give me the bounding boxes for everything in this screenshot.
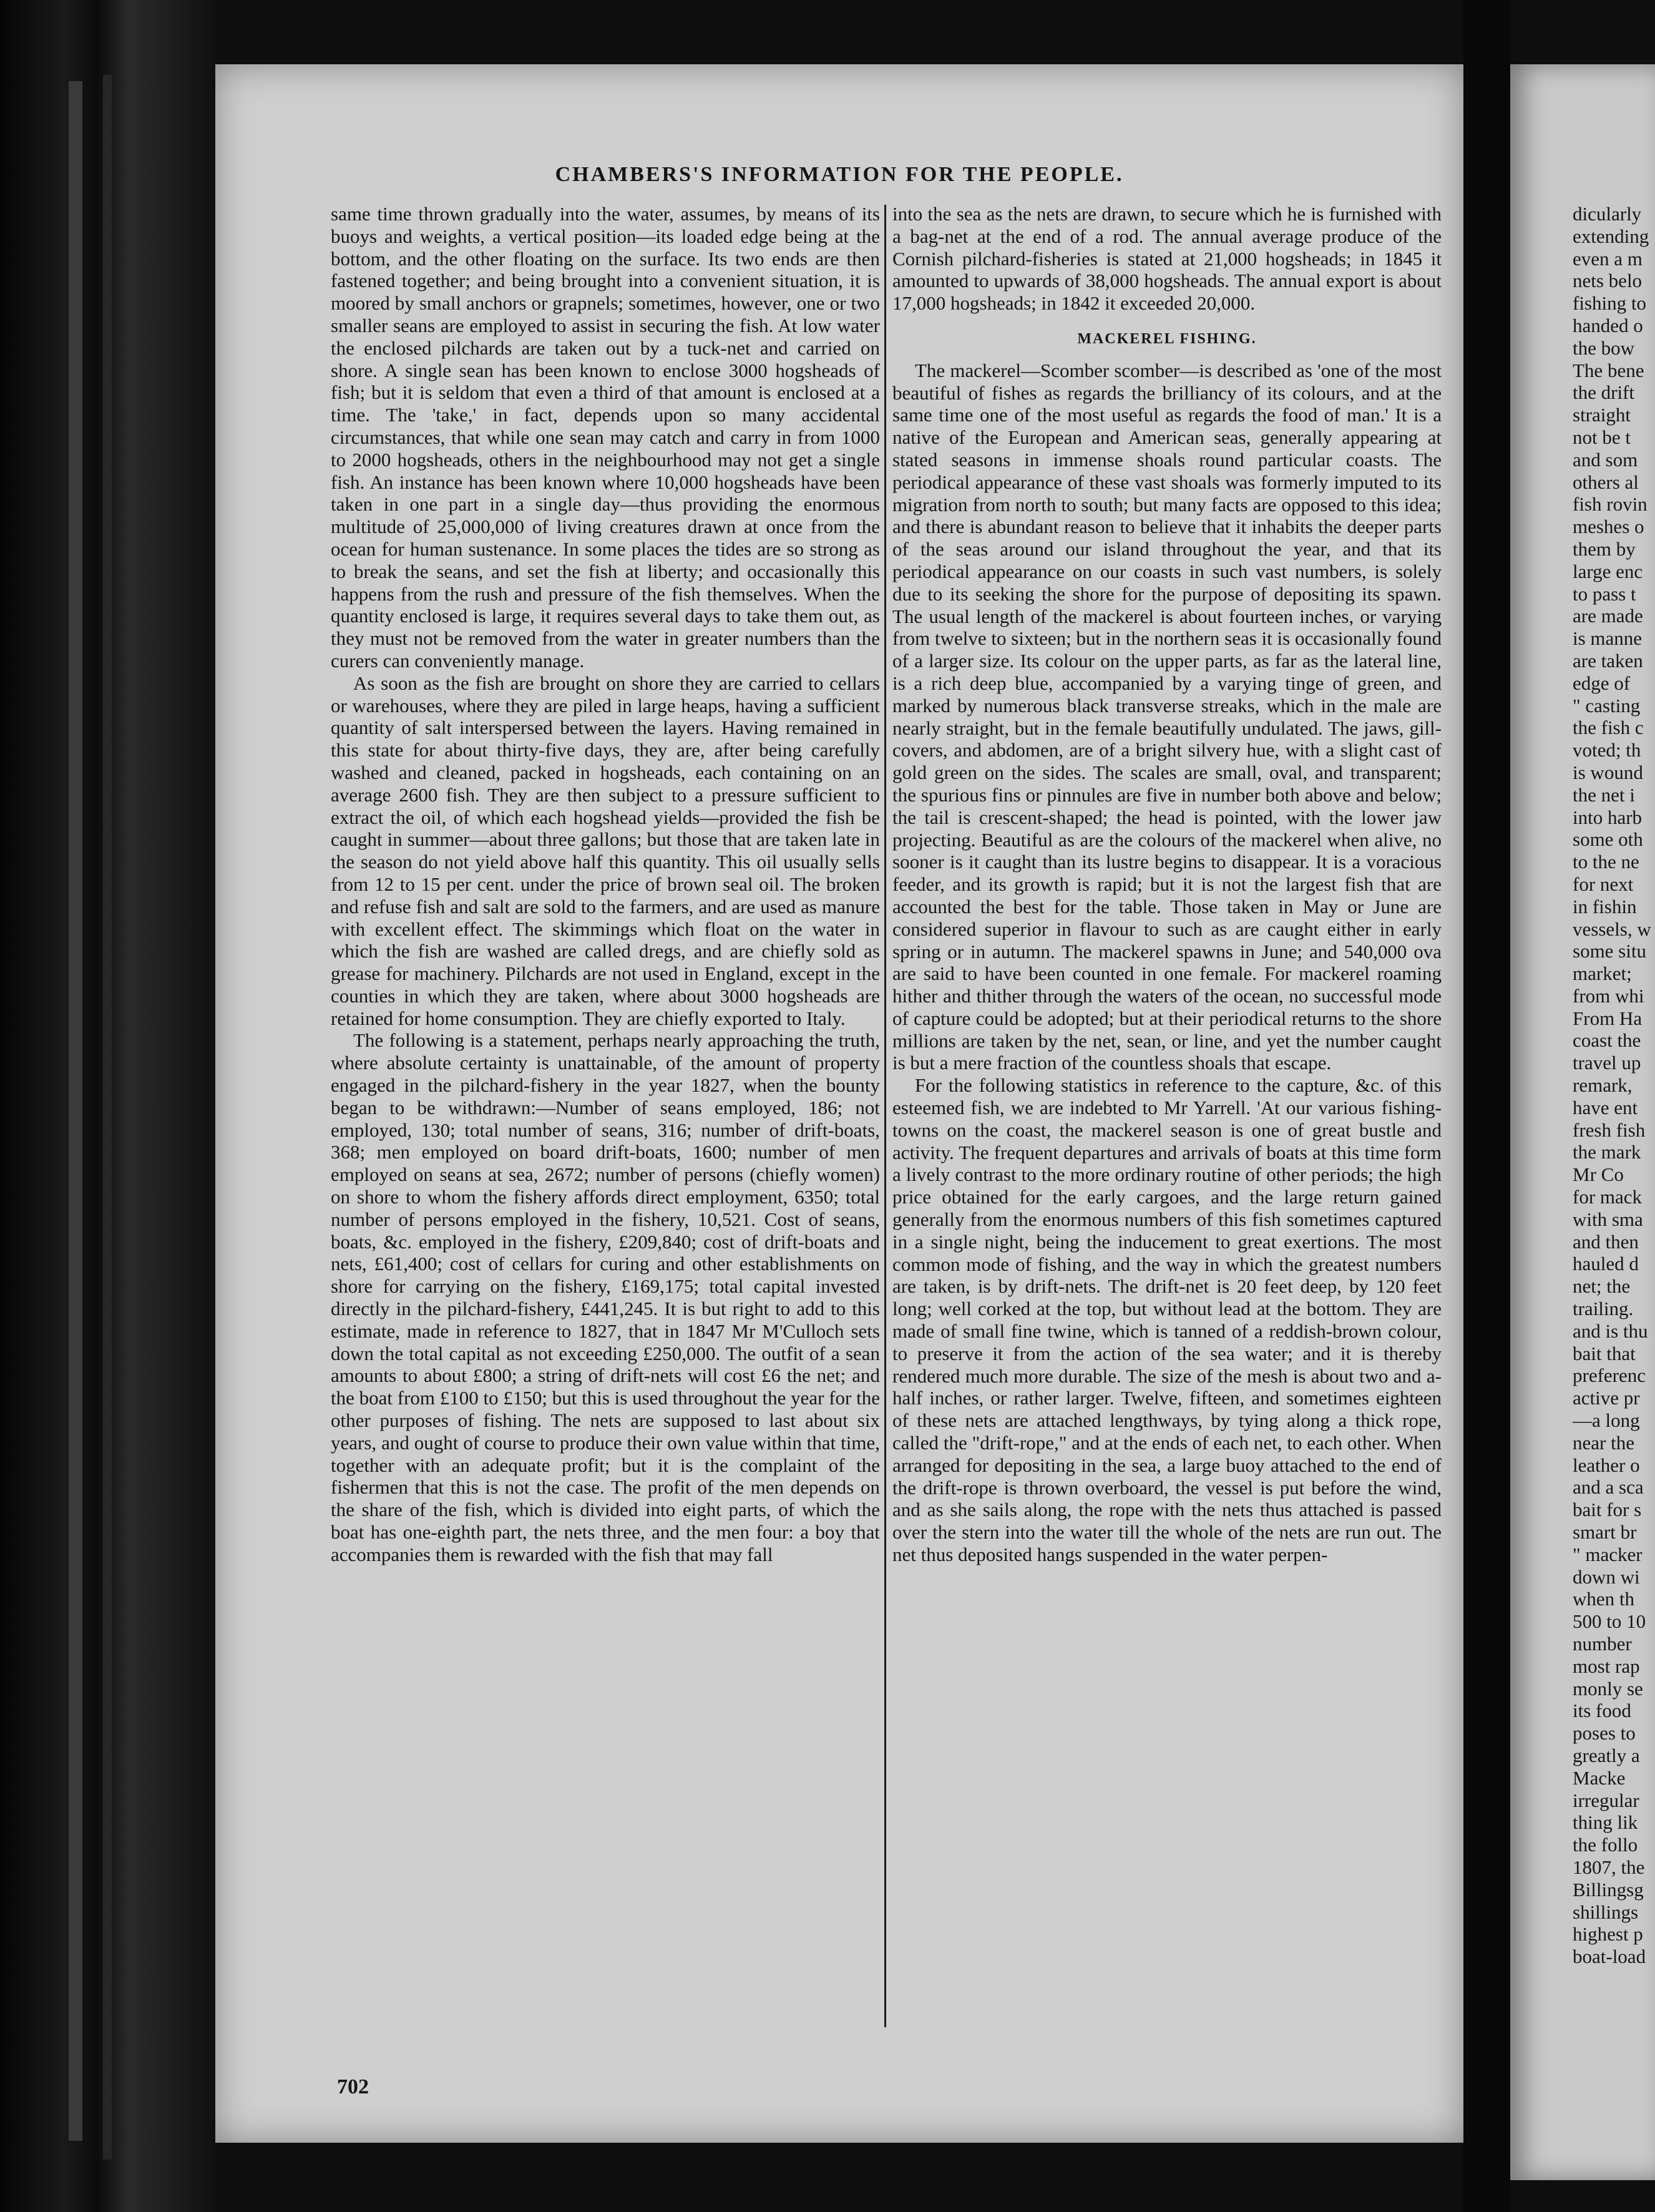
adjacent-page-line: market; [1573,962,1632,985]
adjacent-page-line: net; the [1573,1275,1631,1298]
adjacent-page-line: " macker [1573,1543,1643,1565]
adjacent-page-line: poses to [1573,1722,1636,1745]
section-heading: MACKEREL FISHING. [1077,330,1257,347]
adjacent-page-line: from whi [1573,984,1644,1007]
adjacent-page-line: for mack [1573,1186,1643,1208]
adjacent-page-line: voted; th [1573,739,1641,761]
adjacent-page-line: the drift [1573,381,1634,404]
right-column [892,203,1442,2063]
adjacent-page-line: The bene [1573,359,1644,381]
adjacent-page-line: highest p [1573,1923,1643,1945]
adjacent-page-line: edge of [1573,672,1631,694]
adjacent-page-line: them by [1573,537,1636,560]
adjacent-page-line: Billingsg [1573,1878,1644,1901]
adjacent-page-line: travel up [1573,1052,1641,1074]
adjacent-page-line: dicularly [1573,203,1642,225]
adjacent-page-line: monly se [1573,1677,1643,1700]
column-rule [884,205,886,2027]
adjacent-page-line: fishing to [1573,292,1646,315]
adjacent-page-line: others al [1573,471,1639,493]
adjacent-page-line: preferenc [1573,1364,1646,1387]
adjacent-page-line: thing lik [1573,1811,1638,1834]
adjacent-page-line: are made [1573,605,1643,627]
adjacent-page-line: bait for s [1573,1499,1642,1521]
right-paragraph-2: For the following statistics in reference to the capture, &c. of this esteemed fish, we are indebted to Mr Yarrell. 'At our various fishing-towns on the coast, the mackerel season is one of great bustle and activity. The frequent departures and arrivals of boats at this time form a lively contrast to the more ordinary routine of other periods; the high price obtained for the early cargoes, and the large return gained generally from the enormous numbers of this fish sometimes captured in a single night, being the inducement to great exertions. The most common mode of fishing, and the way in which the greatest numbers are taken, is by drift-nets. The drift-net is 20 feet deep, by 120 feet long; well corked at the top, but without lead at the bottom. They are made of small fine twine, which is tanned of a reddish-brown colour, to preserve it from the action of the sea water; and it is thereby rendered much more durable. The size of the mesh is about two and a-half inches, or rather larger. Twelve, fifteen, and sometimes eighteen of these nets are attached lengthways, by tying along a thick rope, called the "drift-rope," and at the ends of each net, to each other. When arranged for depositing in the sea, a large buoy attached to the end of the drift-rope is thrown overboard, the vessel is put before the wind, and as she sails along, the rope with the nets thus attached is passed over the stern into the water till the whole of the nets are run out. The net thus deposited hangs suspended in the water perpen- [892,1074,1442,1566]
adjacent-page-line: some situ [1573,940,1646,962]
adjacent-page-line: hauled d [1573,1253,1639,1275]
adjacent-page-text [1573,203,1655,1968]
adjacent-page-line: to pass t [1573,582,1636,605]
adjacent-page-line: vessels, w [1573,918,1651,940]
adjacent-page-line: its food [1573,1700,1631,1722]
adjacent-page-line: and is thu [1573,1319,1648,1342]
adjacent-page-line: have ent [1573,1096,1638,1118]
microfilm-edge-strip [69,81,82,2141]
adjacent-page-line: into harb [1573,806,1643,828]
adjacent-page-line: greatly a [1573,1744,1640,1766]
adjacent-page-line: Mr Co [1573,1163,1624,1186]
adjacent-page-line: active pr [1573,1387,1640,1409]
adjacent-page-line: remark, [1573,1074,1633,1097]
adjacent-page-line: in fishin [1573,895,1637,918]
adjacent-page-line: boat-load [1573,1945,1646,1968]
adjacent-page-line: the mark [1573,1141,1641,1163]
microfilm-edge-strip [103,75,112,2160]
adjacent-page-line: the bow [1573,336,1635,359]
adjacent-page-line: down wi [1573,1565,1640,1588]
left-paragraph-3: The following is a statement, perhaps nearly approaching the truth, where absolute certainty is unattainable, of the amount of property engaged in the pilchard-fishery in the year 1827, when the bounty began to be withdrawn:—Number of seans employed, 186; not employed, 130; total number of seans, 316; number of drift-boats, 368; men employed on board drift-boats, 1600; number of men employed on seans at sea, 2672; number of persons (chiefly women) on shore to whom the fishery affords direct employment, 6350; total number of persons employed in the fishery, 10,521. Cost of seans, boats, &c. employed in the fishery, £209,840; cost of drift-boats and nets, £61,400; cost of cellars for curing and other establishments on shore for carrying on the fishery, £169,175; total capital invested directly in the pilchard-fishery, £441,245. It is but right to add to this estimate, made in reference to 1827, that in 1847 Mr M'Culloch sets down the total capital as not exceeding £250,000. The outfit of a sean amounts to about £800; a string of drift-nets will cost £6 the net; and the boat from £100 to £150; but this is used throughout the year for the other purposes of fishing. The nets are supposed to last about six years, and ought of course to produce their own value within that time, together with an adequate profit; but it is the complaint of the fishermen that this is not the case. The profit of the men depends on the share of the fish, which is divided into eight parts, of which the boat has one-eighth part, the nets three, and the men four: a boy that accompanies them is rewarded with the fish that may fall [331,1029,880,1565]
adjacent-page-line: 500 to 10 [1573,1610,1646,1633]
adjacent-page-line: meshes o [1573,516,1644,538]
adjacent-page-line: is wound [1573,761,1643,783]
adjacent-page-line: when th [1573,1588,1635,1610]
adjacent-page-line: and then [1573,1230,1639,1253]
adjacent-page-line: fish rovin [1573,493,1648,516]
adjacent-page-line: the net i [1573,783,1635,806]
adjacent-page [1510,64,1655,2180]
adjacent-page-line: nets belo [1573,270,1643,292]
right-intro-paragraph: into the sea as the nets are drawn, to secure which he is furnished with a bag-net at the end of a rod. The annual average produce of the Cornish pilchard-fisheries is stated at 21,000 hogsheads; in 1845 it amounted to upwards of 38,000 hogsheads. The annual export is about 17,000 hogsheads; in 1842 it exceeded 20,000. [892,203,1442,315]
adjacent-page-line: not be t [1573,426,1631,448]
page-number: 702 [337,2075,369,2098]
adjacent-page-line: even a m [1573,247,1643,270]
adjacent-page-line: 1807, the [1573,1856,1645,1878]
left-paragraph-2: As soon as the fish are brought on shore they are carried to cellars or warehouses, where they are piled in large heaps, having a sufficient quantity of salt interspersed between the layers. Having remained in this state for about thirty-five days, they are, after being carefully washed and cleaned, packed in hogsheads, each containing on an average 2600 fish. They are then subject to a pressure sufficient to extract the oil, of which each hogshead yields—provided the fish be caught in summer—about three gallons; but those that are taken late in the season do not yield above half this quantity. This oil usually sells from 12 to 15 per cent. under the price of brown seal oil. The broken and refuse fish and salt are sold to the farmers, and are used as manure with excellent effect. The skimmings which float on the water in which the fish are washed are called dregs, and are chiefly sold as grease for machinery. Pilchards are not used in England, except in the counties in which they are taken, where about 3000 hogsheads are retained for home consumption. They are chiefly exported to Italy. [331,672,880,1029]
right-paragraph-1: The mackerel—Scomber scomber—is described as 'one of the most beautiful of fishes as regards the brilliancy of its colours, and at the same time one of the most useful as regards the food of man.' It is a native of the European and American seas, generally appearing at stated seasons in immense shoals round particular coasts. The periodical appearance of these vast shoals was formerly imputed to its migration from north to south; but many facts are opposed to this idea; and there is abundant reason to believe that it inhabits the deeper parts of the seas around our island throughout the year, and that its periodical appearance on our coasts in such vast numbers, is solely due to its seeking the shore for the purpose of depositing its spawn. The usual length of the mackerel is about fourteen inches, or varying from twelve to sixteen; but in the northern seas it is occasionally found of a larger size. Its colour on the upper parts, as far as the lateral line, is a rich deep blue, accompanied by a varying tinge of green, and marked by numerous black transverse streaks, which in the male are nearly straight, but in the female beautifully undulated. The jaws, gill-covers, and abdomen, are of a bright silvery hue, with a slight cast of gold green on the sides. The scales are small, oval, and transparent; the spurious fins or pinnules are five in number both above and below; the tail is crescent-shaped; the head is pointed, with the lower jaw projecting. Beautiful as are the colours of the mackerel when alive, no sooner is it caught than its lustre begins to disappear. It is a voracious feeder, and its growth is rapid; but it is not the largest fish that are accounted the best for the table. Those taken in May or June are considered superior in flavour to such as are caught either in early spring or in autumn. The mackerel spawns in June; and 540,000 ova are said to have been counted in one female. For mackerel roaming hither and thither through the waters of the ocean, no successful mode of capture could be adopted; but at their periodical returns to the shore millions are taken by the net, sean, or line, and yet the number caught is but a mere fraction of the countless shoals that escape. [892,359,1442,1074]
adjacent-page-line: bait that [1573,1342,1636,1364]
adjacent-page-line: the follo [1573,1834,1638,1856]
adjacent-page-line: handed o [1573,314,1643,336]
adjacent-page-line: near the [1573,1431,1634,1454]
adjacent-page-line: for next [1573,873,1634,895]
adjacent-page-line: and som [1573,448,1638,471]
adjacent-page-line: extending [1573,225,1649,247]
adjacent-page-line: shillings [1573,1901,1639,1923]
adjacent-page-line: trailing. [1573,1298,1634,1320]
left-column [331,203,880,2063]
adjacent-page-line: —a long [1573,1409,1640,1432]
adjacent-page-line: From Ha [1573,1007,1643,1029]
adjacent-page-line: and a sca [1573,1476,1644,1499]
book-page [215,64,1463,2143]
adjacent-page-line: " casting [1573,694,1641,717]
adjacent-page-line: Macke [1573,1766,1626,1789]
adjacent-page-line: most rap [1573,1655,1640,1677]
adjacent-page-line: the fish c [1573,717,1644,739]
adjacent-page-line: are taken [1573,649,1643,672]
adjacent-page-line: coast the [1573,1029,1641,1052]
adjacent-page-line: number [1573,1633,1632,1655]
adjacent-page-line: with sma [1573,1208,1643,1230]
left-paragraph-1: same time thrown gradually into the water, assumes, by means of its buoys and weights, a vertical position—its loaded edge being at the bottom, and the other floating on the surface. Its two ends are then fastened together; and being brought into a convenient situation, it is moored by small anchors or grapnels; sometimes, however, one or two smaller seans are employed to assist in securing the fish. At low water the enclosed pilchards are taken out by a tuck-net and carried on shore. A single sean has been known to enclose 3000 hogsheads of fish; but it is seldom that even a third of that amount is enclosed at a time. The 'take,' in fact, depends upon so many accidental circumstances, that while one sean may catch and carry in from 1000 to 2000 hogsheads, others in the neighbourhood may not get a single fish. An instance has been known where 10,000 hogsheads have been taken in one part in a single day—thus providing the enormous multitude of 25,000,000 of living creatures drawn at once from the ocean for human sustenance. In some places the tides are so strong as to break the seans, and set the fish at liberty; and occasionally this happens from the rush and pressure of the fish themselves. When the quantity enclosed is large, it requires several days to take them out, as they must not be removed from the water in greater numbers than the curers can conveniently manage. [331,203,880,672]
adjacent-page-line: straight [1573,404,1631,426]
adjacent-page-line: large enc [1573,560,1643,582]
adjacent-page-line: fresh fish [1573,1118,1646,1141]
adjacent-page-line: smart br [1573,1521,1637,1544]
adjacent-page-line: is manne [1573,627,1643,650]
adjacent-page-line: irregular [1573,1789,1639,1811]
adjacent-page-line: leather o [1573,1454,1640,1476]
adjacent-page-line: some oth [1573,828,1643,851]
adjacent-page-line: to the ne [1573,851,1639,873]
running-head: CHAMBERS'S INFORMATION FOR THE PEOPLE. [555,163,1124,186]
page-gutter [1463,0,1510,2212]
